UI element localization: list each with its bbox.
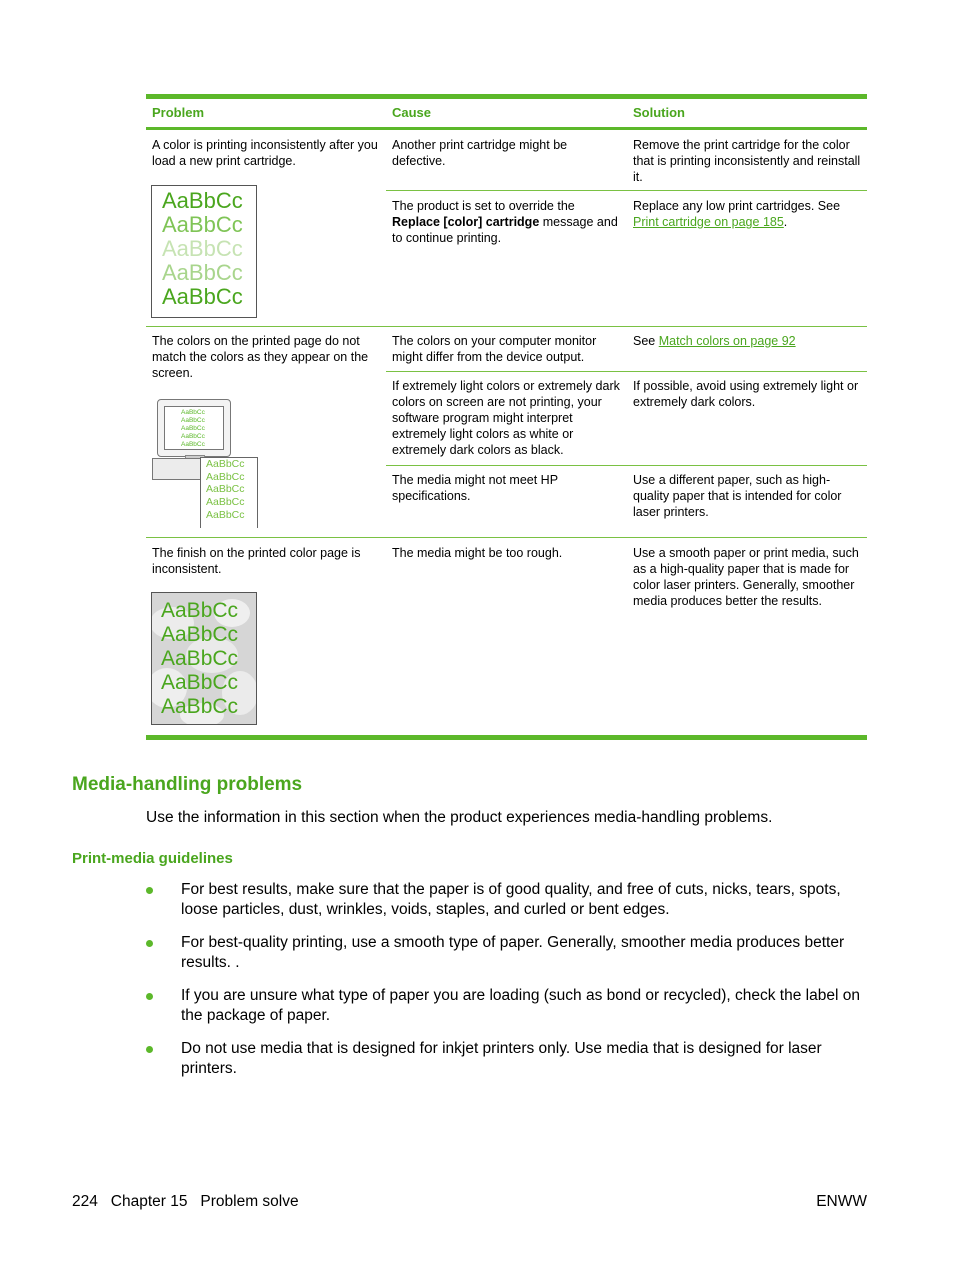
row2-solution1: [633, 333, 863, 349]
row2-cause3: The media might not meet HP specifications.: [392, 473, 558, 503]
table-header-rule: [146, 127, 867, 130]
row1-cause1: Another print cartridge might be defective.: [392, 138, 568, 168]
bullet-icon: [146, 887, 153, 894]
solution2-text: Replace any low print cartridges. See: [633, 199, 841, 213]
bullet-item: Do not use media that is designed for inkjet printers only. Use media that is designed for laser printers.: [181, 1040, 822, 1077]
bullet-item: For best results, make sure that the paper is of good quality, and free of cuts, nicks, tears, spots, loose particles, dust, wrinkles, voids, staples, and curled or bent edges.: [181, 881, 841, 918]
row3-solution1: Use a smooth paper or print media, such as a high-quality paper that is made for color laser printers. Generally, smoother media produces better the results.: [633, 546, 859, 608]
sample-line: AaBbCc: [162, 236, 243, 261]
cause2-bold-text: Replace [color] cartridge: [392, 215, 540, 229]
solution2-text-end: .: [783, 215, 788, 229]
row3-cause1: The media might be too rough.: [392, 546, 563, 560]
monitor-screen: [164, 406, 224, 450]
sample-line: AaBbCc: [162, 284, 243, 309]
screen-line: AaBbCc: [181, 417, 205, 424]
header-cause: Cause: [392, 105, 432, 120]
row-divider: [386, 371, 867, 372]
paper-line: AaBbCc: [206, 496, 245, 509]
footer-page-info: 224 Chapter 15 Problem solve: [72, 1193, 299, 1210]
monitor-icon: [157, 399, 231, 457]
bullet-item: For best-quality printing, use a smooth type of paper. Generally, smoother media produces better results. .: [181, 934, 845, 971]
screen-line: AaBbCc: [181, 433, 205, 440]
sample-line: AaBbCc: [162, 212, 243, 237]
cause2-text-end: message and to continue printing.: [392, 215, 618, 245]
row1-solution2: [633, 198, 863, 230]
solution-text: See: [633, 334, 659, 348]
print-cartridge-link[interactable]: Print cartridge on page 185: [633, 215, 784, 229]
row2-solution3: Use a different paper, such as high-quality paper that is intended for color laser printers.: [633, 473, 842, 519]
section-intro: Use the information in this section when the product experiences media-handling problems.: [146, 809, 773, 826]
paper-line: AaBbCc: [206, 458, 245, 470]
row2-cause2: If extremely light colors or extremely dark colors on screen are not printing, your software program might interpret extremely light colors as white or extremely dark colors as black.: [392, 379, 620, 457]
header-problem: Problem: [152, 105, 205, 120]
bullet-icon: [146, 940, 153, 947]
row1-problem: A color is printing inconsistently after you load a new print cartridge.: [152, 138, 378, 168]
screen-line: AaBbCc: [181, 441, 205, 448]
subsection-title: Print-media guidelines: [72, 850, 233, 867]
row-divider: [386, 190, 867, 191]
section-title: Media-handling problems: [72, 774, 303, 795]
row2-cause1: The colors on your computer monitor might differ from the device output.: [392, 334, 597, 364]
printed-page-icon: [200, 457, 258, 528]
sample-line: AaBbCc: [161, 599, 239, 622]
rough-finish-sample: [151, 592, 257, 725]
bullet-icon: [146, 1046, 153, 1053]
row-divider: [146, 537, 867, 538]
row-divider: [386, 465, 867, 466]
table-bottom-rule: [146, 735, 867, 740]
footer-doc-code: ENWW: [816, 1193, 867, 1210]
row-divider: [146, 326, 867, 327]
row2-problem: The colors on the printed page do not match the colors as they appear on the screen.: [152, 334, 369, 380]
sample-line: AaBbCc: [162, 260, 243, 285]
paper-line: AaBbCc: [206, 508, 245, 521]
inconsistent-color-sample: [151, 185, 257, 318]
sample-line: AaBbCc: [162, 188, 243, 213]
sample-line: AaBbCc: [161, 671, 239, 694]
table-top-rule: [146, 94, 867, 99]
match-colors-link[interactable]: Match colors on page 92: [658, 334, 796, 348]
row2-solution2: If possible, avoid using extremely light or extremely dark colors.: [633, 379, 859, 409]
paper-line: AaBbCc: [206, 483, 245, 496]
screen-line: AaBbCc: [181, 425, 205, 432]
row1-solution1: Remove the print cartridge for the color that is printing inconsistently and reinstall it.: [633, 138, 861, 184]
row1-cause2: [392, 198, 624, 246]
bullet-item: If you are unsure what type of paper you are loading (such as bond or recycled), check the label on the package of paper.: [181, 987, 860, 1024]
cause2-text: The product is set to override the: [392, 199, 575, 213]
screen-line: AaBbCc: [181, 409, 205, 416]
sample-line: AaBbCc: [161, 695, 239, 718]
bullet-icon: [146, 993, 153, 1000]
sample-line: AaBbCc: [161, 623, 239, 646]
paper-line: AaBbCc: [206, 470, 245, 483]
header-solution: Solution: [633, 105, 685, 120]
row3-problem: The finish on the printed color page is inconsistent.: [152, 546, 361, 576]
sample-line: AaBbCc: [161, 647, 239, 670]
keyboard-icon: [152, 458, 206, 480]
